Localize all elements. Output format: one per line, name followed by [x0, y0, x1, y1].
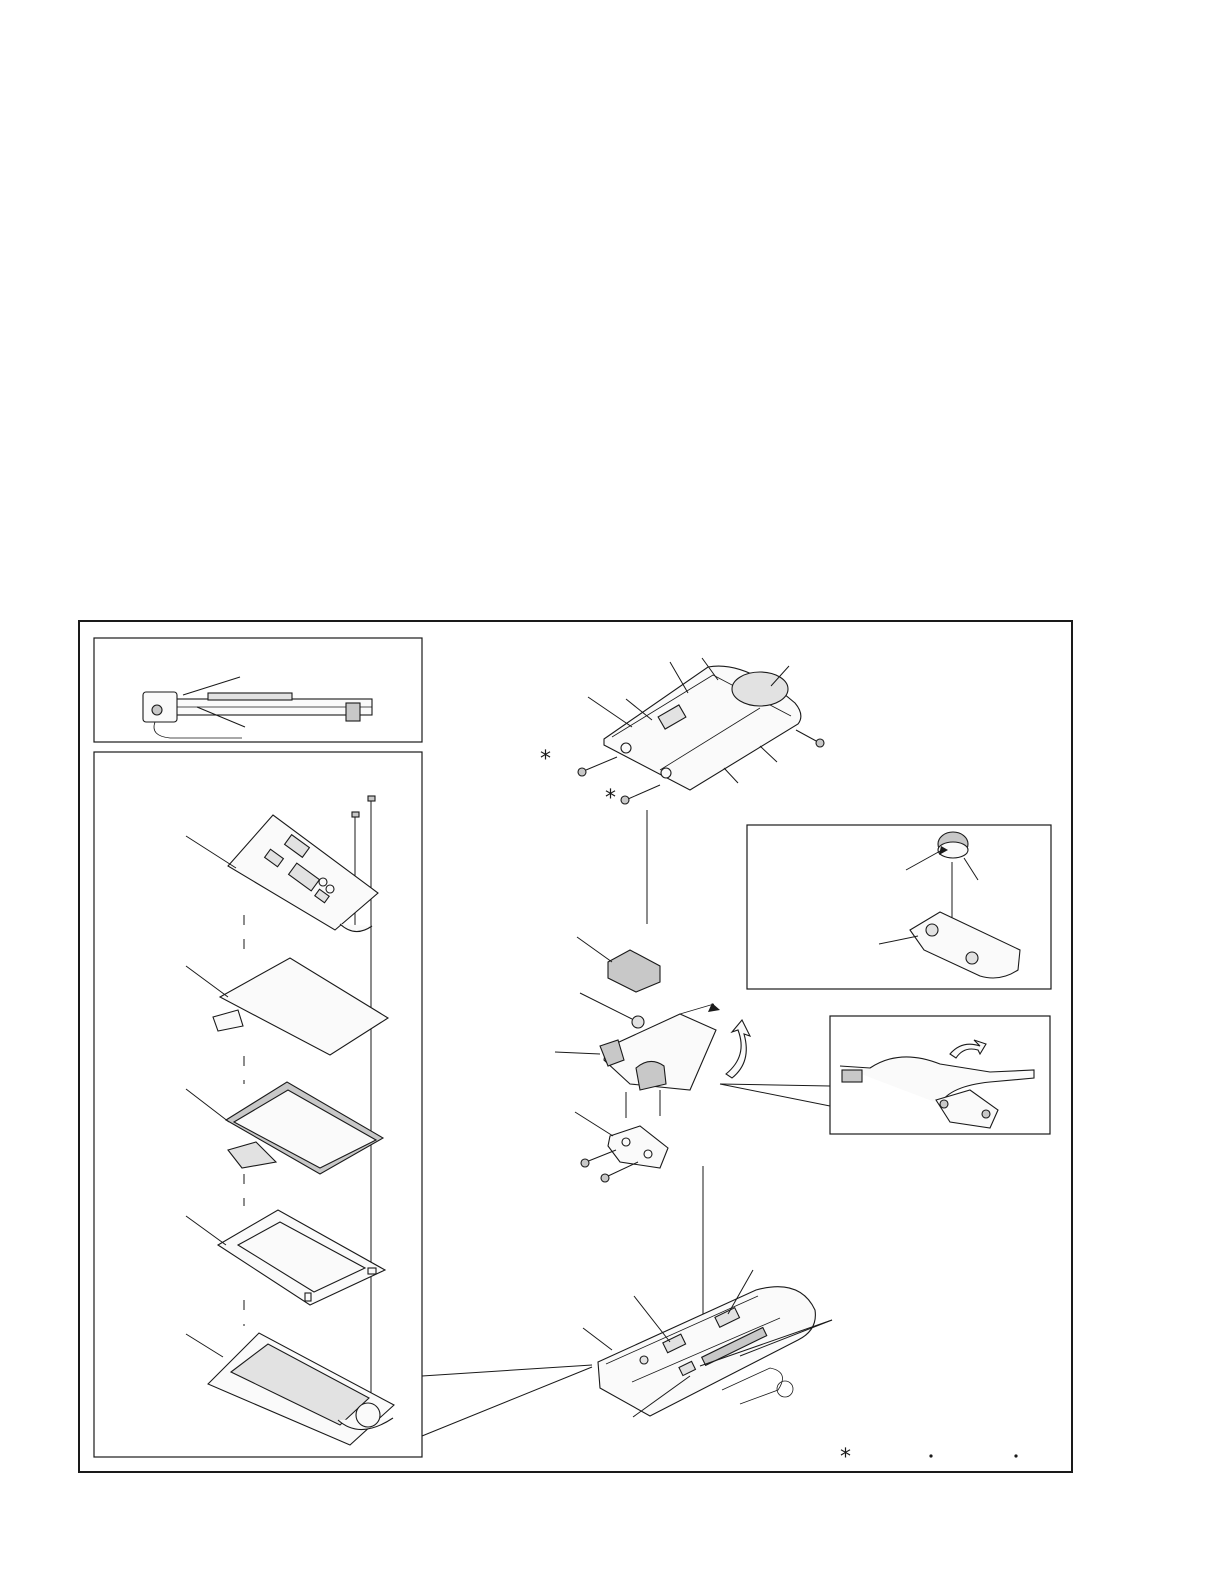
- flexible-board-detail-view: [830, 1016, 1050, 1134]
- side-section-view: [94, 638, 422, 742]
- washer: [580, 993, 644, 1028]
- hinge-cover: [577, 937, 660, 992]
- lcd-backlight: [186, 1082, 383, 1174]
- asterisk-mark: *: [605, 786, 616, 811]
- diagram-frame: [79, 621, 1072, 1472]
- asterisk-mark: *: [540, 747, 551, 772]
- legend-dot: [929, 1454, 932, 1457]
- legend-asterisk: *: [840, 1445, 851, 1470]
- lcd-board: [186, 815, 378, 932]
- lcd-panel: [186, 958, 388, 1055]
- speaker-detail-view: [747, 825, 1051, 989]
- legend-dot: [1014, 1454, 1017, 1457]
- lcd-frame: [186, 1210, 385, 1305]
- lcd-panel-exploded-view: [94, 752, 592, 1457]
- side-section-box: [94, 638, 422, 742]
- top-cover: [588, 658, 801, 790]
- lcd-cabinet: [186, 1333, 394, 1445]
- hinge-bracket: [575, 1112, 668, 1182]
- main-assembly: [583, 1270, 832, 1417]
- hinge-assembly: [555, 1003, 750, 1118]
- upper-cabinet-exploded-view: [555, 658, 832, 1417]
